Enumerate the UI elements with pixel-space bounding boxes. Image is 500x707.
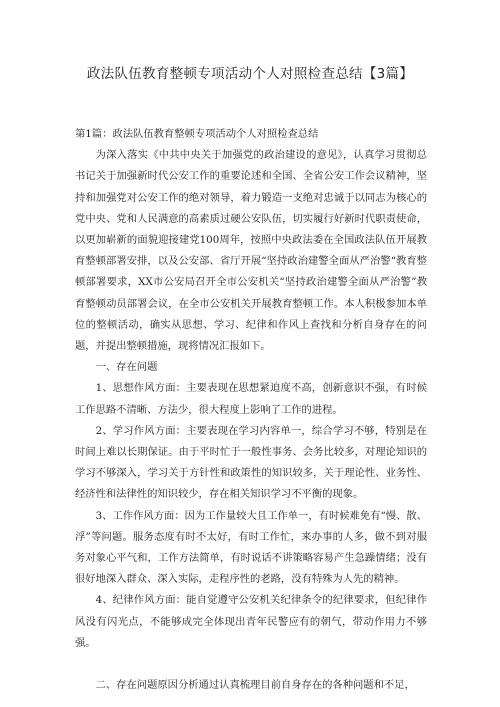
section-heading-problems: 一、存在问题 (95, 361, 158, 374)
intro-paragraph: 为深入落实《中共中央关于加强党的政治建设的意见》，认真学习贯彻总书记关于加强新时代公安工作的重要论述和全国、全省公安工作会议精神，坚持和加强党对公安工作的绝对领导，着力锻造一支绝对忠诚于以同志为核心的党中央、党和人民满意的高素质过硬公安队伍，切实履行好新时代职责使命，以更加崭新的面貌迎接建党100周年，按照中央政法委在全国政法队伍开展教育整顿部署安排，以及公安部、省厅开展“坚持政治建警全面从严治警“教育整顿部署要求，XX市公安局召开全市公安机关“坚持政治建警全面从严治警”教育整顿动员部署会议，在全市公安机关开展教育整顿工作。本人积极参加本单位的整顿活动，确实从思想、学习、纪律和作风上查找和分析自身存在的问题，并提出整顿措施，现将情况汇报如下。 (75, 149, 427, 353)
document-body (75, 124, 427, 696)
document-title: 政法队伍教育整顿专项活动个人对照检查总结【3篇】 (86, 66, 414, 82)
paragraph-ideology-style: 1、思想作风方面：主要表现在思想紧迫度不高，创新意识不强，有时候工作思路不清晰、方法少，很大程度上影响了工作的进程。 (75, 382, 427, 416)
section-heading-cause-analysis: 二、存在问题原因分析通过认真梳理目前自身存在的各种问题和不足， (95, 679, 415, 692)
paragraph-study-style: 2、学习作风方面：主要表现在学习内容单一，综合学习不够，特别是在时间上难以长期保证。由于平时忙于一般性事务、会务比较多，对理论知识的学习不够深入，学习关于方针性和政策性的知识较多，关于理论性、业务性、经济性和法律性的知识较少，存在相关知识学习不平衡的现象。 (75, 424, 427, 501)
paragraph-discipline-style: 4、纪律作风方面：能自觉遵守公安机关纪律条令的纪律要求，但纪律作风没有闪光点，不能够成完全体现出青年民警应有的朝气，带动作用力不够强。 (75, 594, 427, 649)
article-heading: 第1篇：政法队伍教育整顿专项活动个人对照检查总结 (75, 128, 319, 140)
paragraph-work-style: 3、工作作风方面：因为工作量较大且工作单一，有时候难免有“慢、散、浮”等问题。服务态度有时不太好，有时工作忙，来办事的人多，做不到对服务对象心平气和，工作方法简单，有时说话不讲策略容易产生急躁情绪；没有很好地深入群众、深入实际，走程序性的老路，没有特殊为人先的精神。 (75, 509, 427, 586)
